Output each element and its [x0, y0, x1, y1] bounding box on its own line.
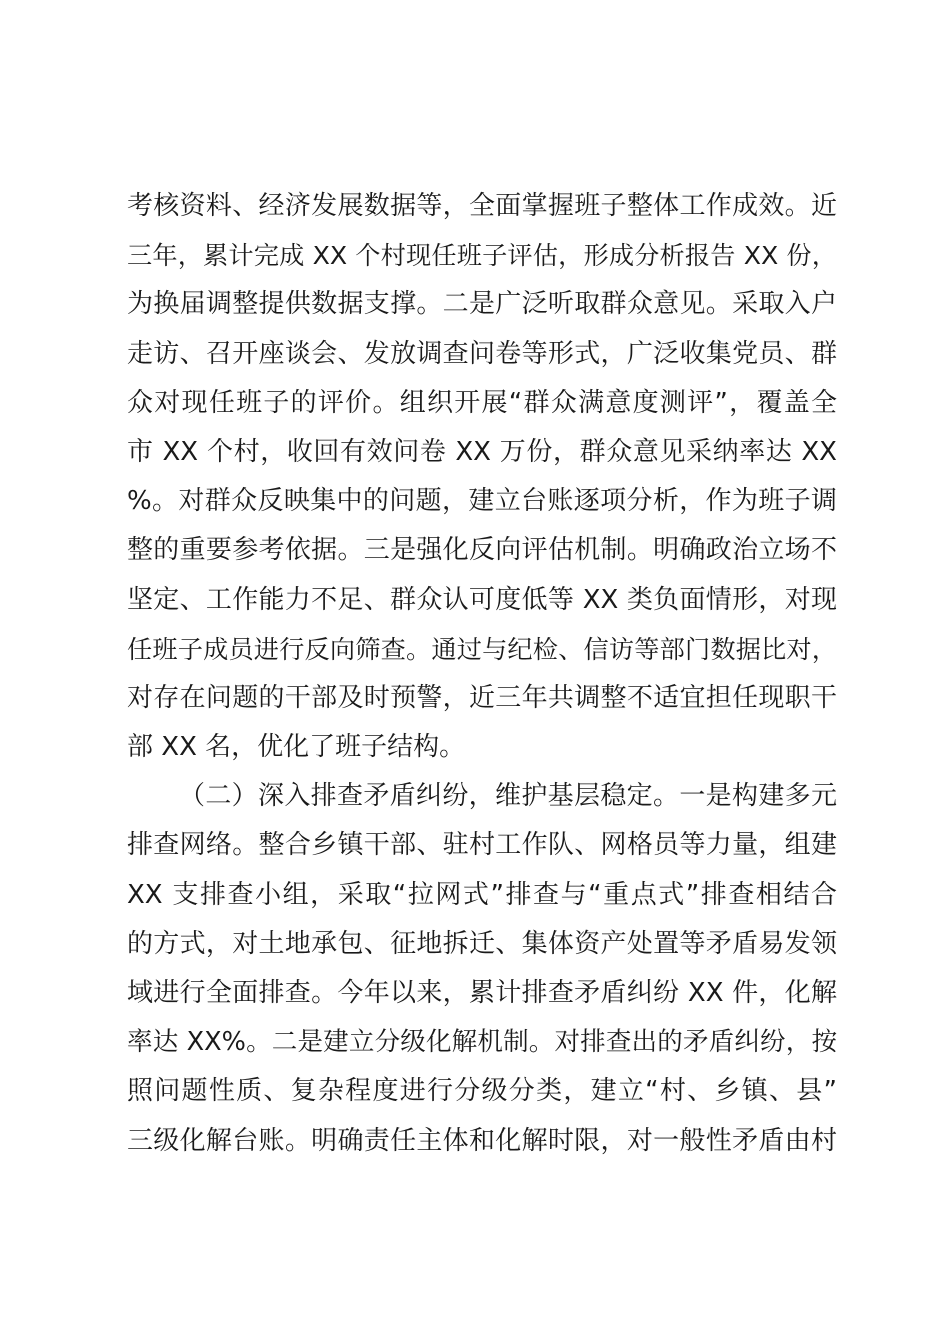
- text-line: 率达 XX%。二是建立分级化解机制。对排查出的矛盾纠纷，按: [127, 1027, 837, 1058]
- text-line: 为换届调整提供数据支撑。二是广泛听取群众意见。采取入户: [127, 289, 837, 320]
- text-line: 坚定、工作能力不足、群众认可度低等 XX 类负面情形，对现: [127, 584, 837, 615]
- text-line: 任班子成员进行反向筛查。通过与纪检、信访等部门数据比对，: [127, 634, 837, 664]
- text-line: 排查网络。整合乡镇干部、驻村工作队、网格员等力量，组建: [127, 830, 837, 861]
- document-body: [127, 182, 837, 1166]
- text-line: 三级化解台账。明确责任主体和化解时限，对一般性矛盾由村: [127, 1125, 837, 1156]
- text-line: 域进行全面排查。今年以来，累计排查矛盾纠纷 XX 件，化解: [127, 978, 837, 1008]
- paragraph-1: [127, 182, 837, 772]
- text-line: 对存在问题的干部及时预警，近三年共调整不适宜担任现职干: [127, 682, 837, 713]
- text-line: （二）深入排查矛盾纠纷，维护基层稳定。一是构建多元: [179, 781, 837, 812]
- text-line: 走访、召开座谈会、发放调查问卷等形式，广泛收集党员、群: [127, 338, 837, 369]
- text-line: 部 XX 名，优化了班子结构。: [127, 732, 466, 763]
- text-line: 考核资料、经济发展数据等，全面掌握班子整体工作成效。近: [127, 191, 837, 221]
- text-line: %。对群众反映集中的问题，建立台账逐项分析，作为班子调: [127, 486, 837, 517]
- text-line: 市 XX 个村，收回有效问卷 XX 万份，群众意见采纳率达 XX: [127, 436, 837, 467]
- text-line: 的方式，对土地承包、征地拆迁、集体资产处置等矛盾易发领: [127, 928, 837, 959]
- text-line: 照问题性质、复杂程度进行分级分类，建立“村、乡镇、县”: [127, 1076, 837, 1107]
- text-line: XX 支排查小组，采取“拉网式”排查与“重点式”排查相结合: [127, 879, 837, 910]
- text-line: 三年，累计完成 XX 个村现任班子评估，形成分析报告 XX 份，: [127, 241, 837, 271]
- text-line: 整的重要参考依据。三是强化反向评估机制。明确政治立场不: [127, 535, 837, 566]
- paragraph-2: [127, 772, 837, 1166]
- text-line: 众对现任班子的评价。组织开展“群众满意度测评”，覆盖全: [127, 387, 837, 418]
